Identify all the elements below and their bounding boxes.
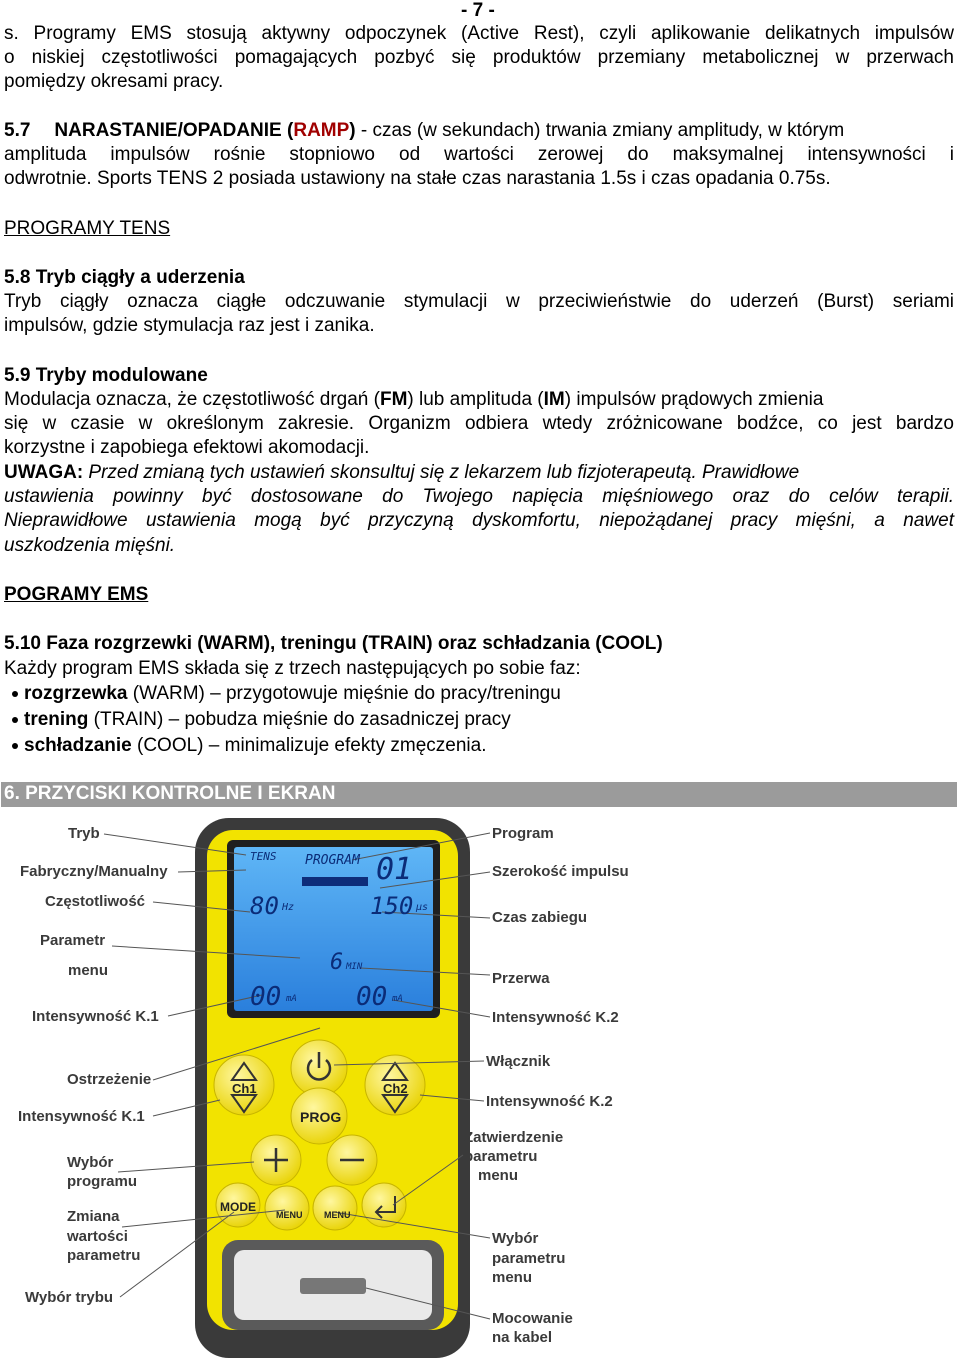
- ems-note-line-2: o niskiej częstotliwości pomagających pozbyć się produktów przemiany metabolicznej w przerwach: [4, 47, 954, 68]
- phase-name: rozgrzewka: [24, 683, 128, 704]
- menu-minus-label: MENU: [324, 1210, 351, 1220]
- prog-label: PROG: [300, 1109, 342, 1125]
- page-number: - 7 -: [461, 0, 495, 21]
- text: Modulacja oznacza, że częstotliwość drgań (: [4, 389, 380, 410]
- callout-ostrzezenie: Ostrzeżenie: [67, 1071, 152, 1088]
- lcd-pulse-width: 150: [370, 892, 414, 920]
- callout-intensywnosc-k1b: Intensywność K.1: [18, 1108, 145, 1125]
- callout-intensywnosc-k1: Intensywność K.1: [32, 1008, 159, 1025]
- section-5-9-line-1: [4, 388, 954, 412]
- callout-wybor-parametru: parametru: [492, 1250, 566, 1267]
- warning-line-2: ustawienia powinny być dostosowane do Twojego napięcia mięśniowego oraz do celów terapii.: [4, 486, 954, 507]
- lcd-program-bar: [302, 877, 368, 886]
- warning-line-3: Nieprawidłowe ustawienia mogą być przyczyną dyskomfortu, niepożądanej pracy mięśni, a nawet: [4, 510, 954, 531]
- callout-szerokosc: Szerokość impulsu: [492, 863, 629, 880]
- callout-menu: menu: [68, 962, 109, 979]
- callout-intensywnosc-k2: Intensywność K.2: [492, 1009, 619, 1026]
- lcd-tens: TENS: [250, 850, 277, 863]
- callout-parametr: Parametr: [40, 932, 106, 949]
- device-illustration: [0, 810, 960, 1367]
- cable-port: [300, 1278, 366, 1294]
- callout-zmiana: Zmiana: [67, 1208, 120, 1225]
- callout-zatw-menu: menu: [478, 1167, 519, 1184]
- mode-label: MODE: [220, 1200, 256, 1214]
- ems-note-line-1: s. Programy EMS stosują aktywny odpoczynek (Active Rest), czyli aplikowanie delikatnych impulsów: [4, 23, 954, 44]
- bullet: [12, 743, 18, 749]
- lcd-time: 6: [330, 950, 344, 975]
- section-5-9-heading: 5.9 Tryby modulowane: [4, 365, 208, 386]
- callout-czas-zabiegu: Czas zabiegu: [492, 909, 588, 926]
- list-item: [24, 708, 511, 732]
- fm-term: FM: [379, 389, 408, 410]
- callout-wartosci: wartości: [67, 1228, 128, 1245]
- section-number: 5.7: [4, 120, 31, 141]
- callout-wybor-par: Wybór: [492, 1230, 539, 1247]
- callout-wybor: Wybór: [67, 1154, 114, 1171]
- bullet: [12, 691, 18, 697]
- bullet: [12, 717, 18, 723]
- callout-parametru: parametru: [67, 1247, 141, 1264]
- callout-wlacznik: Włącznik: [486, 1053, 551, 1070]
- callout-mocowanie: Mocowanie: [492, 1310, 573, 1327]
- callout-na-kabel: na kabel: [492, 1329, 553, 1346]
- pogramy-ems-heading: POGRAMY EMS: [4, 584, 149, 605]
- section-5-8-line-1: Tryb ciągły oznacza ciągłe odczuwanie stymulacji w przeciwieństwie do uderzeń (Burst) seriami: [4, 291, 954, 312]
- callout-fabryczny: Fabryczny/Manualny: [20, 863, 168, 880]
- section-5-7-line-2: amplituda impulsów rośnie stopniowo od wartości zerowej do maksymalnej intensywności i: [4, 144, 954, 165]
- section-5-7-line-3: odwrotnie. Sports TENS 2 posiada ustawiony na stałe czas narastania 1.5s i czas opadania 0.75s.: [4, 168, 831, 189]
- lcd-ch1-unit: mA: [286, 994, 297, 1004]
- section-text: - czas (w sekundach) trwania zmiany amplitudy, w którym: [355, 120, 845, 141]
- lcd-program-number: 01: [376, 852, 413, 887]
- menu-plus-label: MENU: [276, 1210, 303, 1220]
- section-heading: NARASTANIE/OPADANIE (: [54, 120, 294, 141]
- phase-desc: (COOL) – minimalizuje efekty zmęczenia.: [131, 735, 487, 756]
- lcd-ch2-intensity: 00: [356, 982, 388, 1012]
- section-6-band: [1, 782, 957, 807]
- text: ) impulsów prądowych zmienia: [564, 389, 824, 410]
- callout-intensywnosc-k2b: Intensywność K.2: [486, 1093, 613, 1110]
- lcd-pulse-width-unit: µs: [416, 902, 429, 913]
- callout-przerwa: Przerwa: [492, 970, 550, 987]
- lcd-frequency: 80: [250, 892, 279, 920]
- lcd-ch2-unit: mA: [392, 994, 403, 1004]
- section-6-heading: 6. PRZYCISKI KONTROLNE I EKRAN: [4, 783, 336, 804]
- callout-programu: programu: [67, 1173, 138, 1190]
- im-term: IM: [543, 389, 565, 410]
- lcd-ch1-intensity: 00: [250, 982, 282, 1012]
- section-5-8-line-2: impulsów, gdzie stymulacja raz jest i zanika.: [4, 315, 375, 336]
- ch2-label: Ch2: [383, 1081, 408, 1096]
- ramp-term: RAMP: [293, 120, 350, 141]
- callout-czestotliwosc: Częstotliwość: [45, 893, 146, 910]
- section-5-8-heading: 5.8 Tryb ciągły a uderzenia: [4, 267, 245, 288]
- lcd-frequency-unit: Hz: [282, 902, 295, 913]
- warning-line-1: [4, 461, 954, 485]
- callout-wybor-menu: menu: [492, 1269, 533, 1286]
- warning-line-4: uszkodzenia mięśni.: [4, 535, 176, 556]
- callout-zatw-parametru: parametru: [464, 1148, 538, 1165]
- ch1-label: Ch1: [232, 1081, 257, 1096]
- phase-desc: (TRAIN) – pobudza mięśnie do zasadniczej pracy: [88, 709, 511, 730]
- list-item: [24, 734, 487, 758]
- text: ) lub amplituda (: [407, 389, 544, 410]
- lcd-time-unit: MIN: [346, 962, 363, 972]
- callout-tryb: Tryb: [68, 825, 100, 842]
- phase-desc: (WARM) – przygotowuje mięśnie do pracy/treningu: [127, 683, 561, 704]
- callout-program: Program: [492, 825, 554, 842]
- phase-name: schładzanie: [24, 735, 132, 756]
- ems-note-line-3: pomiędzy okresami pracy.: [4, 71, 224, 92]
- programy-tens-heading: PROGRAMY TENS: [4, 218, 171, 239]
- section-5-10-heading: 5.10 Faza rozgrzewki (WARM), treningu (TRAIN) oraz schładzania (COOL): [4, 633, 663, 654]
- section-5-10-intro: Każdy program EMS składa się z trzech następujących po sobie faz:: [4, 658, 581, 679]
- callout-wybor-trybu: Wybór trybu: [25, 1289, 114, 1306]
- callout-zatwierdzenie: Zatwierdzenie: [464, 1129, 564, 1146]
- section-5-7-line-1: [4, 119, 954, 143]
- warning-text: Przed zmianą tych ustawień skonsultuj się z lekarzem lub fizjoterapeutą. Prawidłowe: [83, 462, 800, 483]
- section-5-9-line-3: korzystne i zapobiega efektowi akomodacji.: [4, 437, 370, 458]
- phase-name: trening: [24, 709, 89, 730]
- list-item: [24, 682, 561, 706]
- section-5-9-line-2: się w czasie w określonym zakresie. Organizm odbiera wtedy zróżnicowane bodźce, co jest bardzo: [4, 413, 954, 434]
- warning-label: UWAGA:: [4, 462, 84, 483]
- lcd-program-label: PROGRAM: [305, 853, 360, 868]
- section-heading-end: ): [349, 120, 356, 141]
